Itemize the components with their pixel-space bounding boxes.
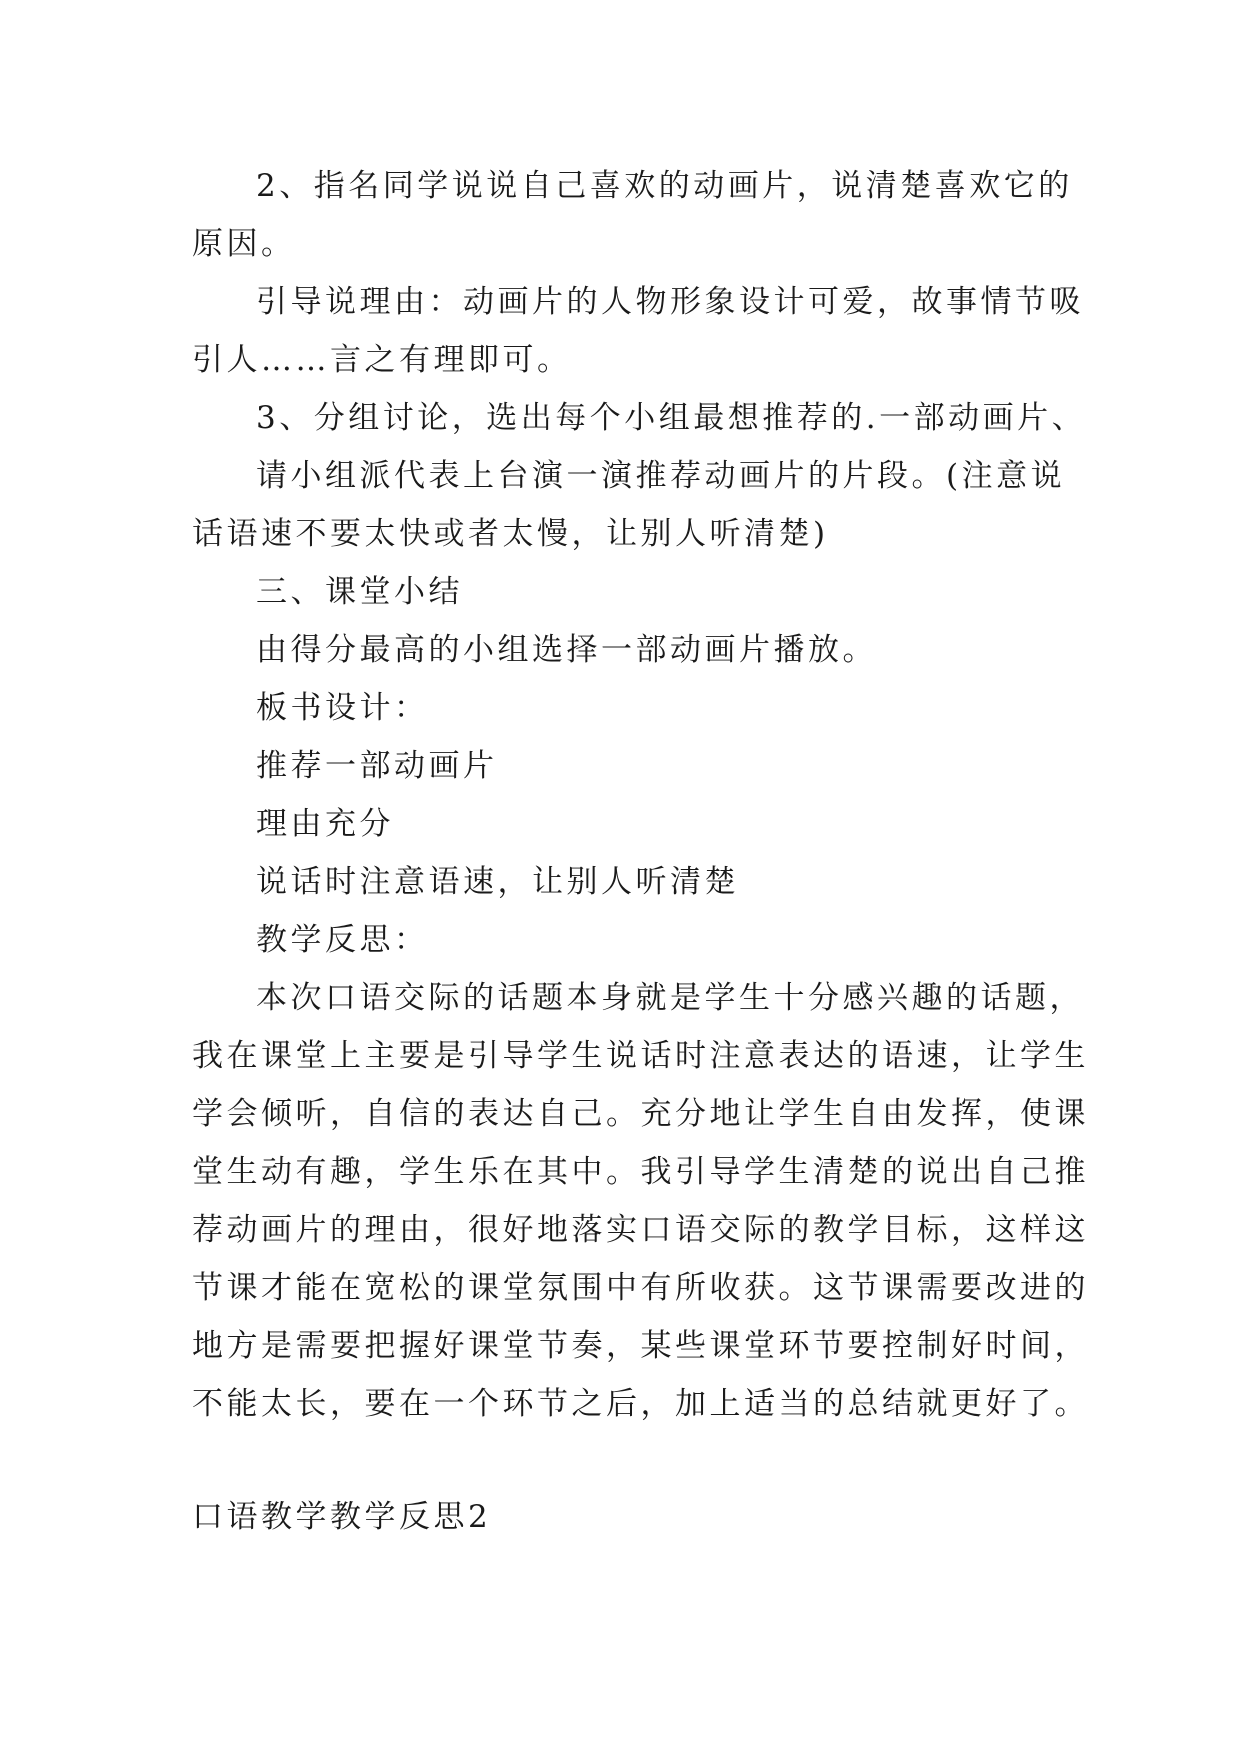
paragraph-line: 节课才能在宽松的课堂氛围中有所收获。这节课需要改进的 (192, 1270, 1089, 1306)
paragraph-line: 说话时注意语速，让别人听清楚 (256, 864, 739, 900)
section-heading: 三、课堂小结 (256, 574, 463, 610)
paragraph-line: 堂生动有趣，学生乐在其中。我引导学生清楚的说出自己推 (192, 1154, 1089, 1190)
paragraph-line: 话语速不要太快或者太慢，让别人听清楚) (192, 516, 829, 552)
paragraph-line: 我在课堂上主要是引导学生说话时注意表达的语速，让学生 (192, 1038, 1089, 1074)
paragraph-line: 理由充分 (256, 806, 394, 842)
paragraph-line: 不能太长，要在一个环节之后，加上适当的总结就更好了。 (192, 1386, 1089, 1422)
paragraph-line: 3、分组讨论，选出每个小组最想推荐的.一部动画片、 (256, 400, 1087, 436)
paragraph-line: 教学反思： (256, 922, 429, 958)
paragraph-line: 本次口语交际的话题本身就是学生十分感兴趣的话题， (256, 980, 1084, 1016)
document-heading: 口语教学教学反思2 (192, 1499, 492, 1535)
paragraph-line: 由得分最高的小组选择一部动画片播放。 (256, 632, 877, 668)
paragraph-line: 2、指名同学说说自己喜欢的动画片，说清楚喜欢它的 (256, 168, 1073, 204)
paragraph-line: 板书设计： (256, 690, 429, 726)
paragraph-line: 引人……言之有理即可。 (192, 342, 572, 378)
paragraph-line: 荐动画片的理由，很好地落实口语交际的教学目标，这样这 (192, 1212, 1089, 1248)
paragraph-line: 地方是需要把握好课堂节奏，某些课堂环节要控制好时间， (192, 1328, 1089, 1364)
paragraph-line: 学会倾听，自信的表达自己。充分地让学生自由发挥，使课 (192, 1096, 1089, 1132)
paragraph-line: 引导说理由：动画片的人物形象设计可爱，故事情节吸 (256, 284, 1084, 320)
paragraph-line: 原因。 (192, 226, 296, 262)
paragraph-line: 请小组派代表上台演一演推荐动画片的片段。(注意说 (256, 458, 1066, 494)
paragraph-line: 推荐一部动画片 (256, 748, 498, 784)
